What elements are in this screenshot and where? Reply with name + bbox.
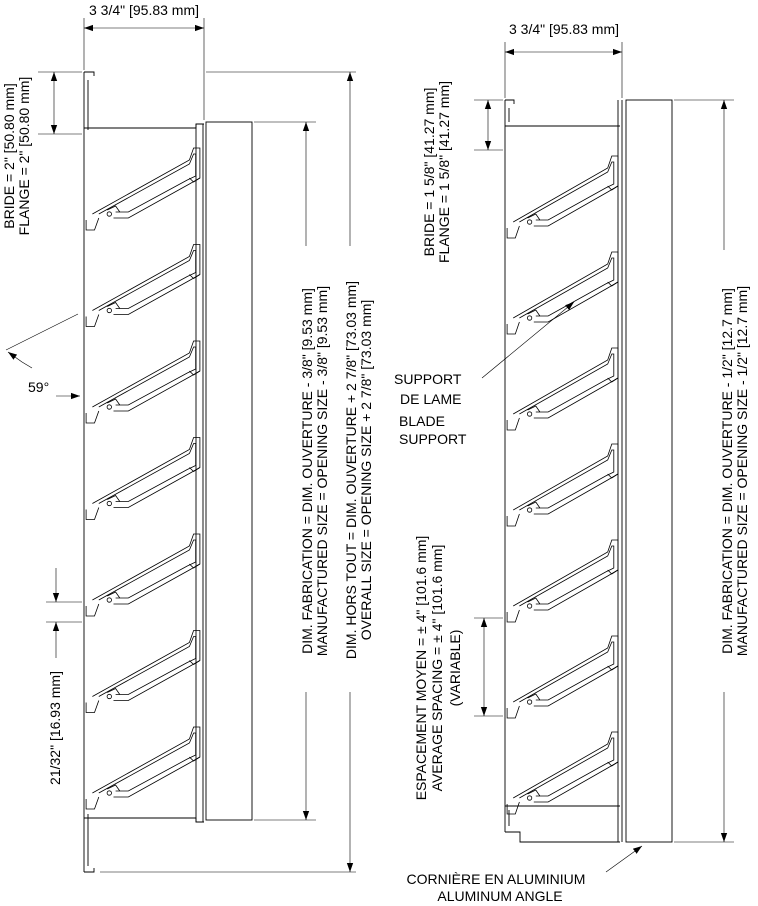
blade-stroke bbox=[92, 534, 199, 604]
blade-pivot bbox=[107, 598, 111, 602]
right-manufactured-en: MANUFACTURED SIZE = OPENING SIZE - 1/2" [12.7 mm] bbox=[734, 285, 750, 657]
blade-stroke bbox=[513, 252, 618, 322]
spacing-en: AVERAGE SPACING = ± 4" [101.6 mm] bbox=[429, 544, 445, 792]
blade-stroke bbox=[519, 738, 613, 798]
blade-pivot bbox=[107, 212, 111, 216]
left-frame bbox=[84, 72, 252, 872]
right-width-dimension bbox=[505, 21, 622, 98]
support-en-2: SUPPORT bbox=[399, 431, 467, 447]
blade-stroke bbox=[92, 245, 199, 315]
blade-stroke bbox=[513, 156, 618, 226]
spacing-fr: ESPACEMENT MOYEN = ± 4" [101.6 mm] bbox=[413, 535, 429, 801]
support-en-1: BLADE bbox=[399, 413, 445, 429]
left-angle-annotation bbox=[6, 314, 80, 396]
blade-stroke bbox=[513, 540, 618, 610]
left-manufactured-fr: DIM. FABRICATION = DIM. OUVERTURE - 3/8" [9.53 mm] bbox=[299, 288, 315, 654]
blade-stroke bbox=[92, 341, 199, 411]
blade-pivot bbox=[527, 700, 531, 704]
blade-stroke bbox=[99, 251, 196, 311]
blade-pivot bbox=[527, 604, 531, 608]
blade-pivot bbox=[107, 791, 111, 795]
left-blade-dimension bbox=[46, 568, 82, 785]
angle-en: ALUMINUM ANGLE bbox=[437, 888, 563, 904]
blade-profile bbox=[86, 438, 200, 520]
left-angle-label: 59° bbox=[28, 379, 50, 395]
left-flange-dimension bbox=[1, 72, 82, 235]
right-flange-en: FLANGE = 1 5/8" [41.27 mm] bbox=[436, 81, 452, 263]
blade-stroke bbox=[92, 727, 199, 797]
blade-stroke bbox=[513, 636, 618, 706]
left-overall-en: OVERALL SIZE = OPENING SIZE + 2 7/8" [73.03 mm] bbox=[358, 299, 374, 641]
blade-stroke bbox=[92, 438, 199, 508]
blade-stroke bbox=[92, 631, 199, 701]
blade-support-callout bbox=[394, 302, 574, 447]
blade-pivot bbox=[527, 220, 531, 224]
blade-profile bbox=[507, 156, 618, 238]
blade-stroke bbox=[99, 154, 196, 214]
left-width-label: 3 3/4" [95.83 mm] bbox=[88, 2, 200, 18]
blade-stroke bbox=[99, 733, 196, 793]
blade-profile bbox=[86, 727, 200, 809]
blade-profile bbox=[507, 540, 618, 622]
blade-stroke bbox=[519, 450, 613, 510]
left-flange-fr: BRIDE = 2" [50.80 mm] bbox=[1, 83, 17, 229]
support-fr-2: DE LAME bbox=[400, 391, 462, 407]
left-flange-en: FLANGE = 2" [50.80 mm] bbox=[16, 76, 32, 236]
right-manufactured-fr: DIM. FABRICATION = DIM. OUVERTURE - 1/2" [12.7 mm] bbox=[719, 288, 735, 654]
blade-pivot bbox=[107, 405, 111, 409]
blade-pivot bbox=[107, 501, 111, 505]
blade-pivot bbox=[527, 316, 531, 320]
aluminum-angle-callout bbox=[407, 846, 642, 904]
angle-fr: CORNIÈRE EN ALUMINIUM bbox=[406, 871, 586, 887]
right-spacing-dimension bbox=[413, 536, 503, 801]
blade-stroke bbox=[99, 637, 196, 697]
left-manufactured-dimension bbox=[254, 122, 330, 820]
blade-profile bbox=[86, 341, 200, 423]
blade-profile bbox=[507, 252, 618, 334]
right-flange-fr: BRIDE = 1 5/8" [41.27 mm] bbox=[421, 87, 437, 257]
right-width-label: 3 3/4" [95.83 mm] bbox=[508, 21, 620, 37]
blade-pivot bbox=[107, 308, 111, 312]
blade-stroke bbox=[519, 546, 613, 606]
left-width-dimension bbox=[84, 2, 204, 120]
blade-profile bbox=[507, 732, 618, 814]
blade-pivot bbox=[527, 412, 531, 416]
blade-stroke bbox=[99, 540, 196, 600]
left-blades bbox=[86, 148, 200, 809]
blade-stroke bbox=[513, 348, 618, 418]
blade-stroke bbox=[513, 444, 618, 514]
left-manufactured-en: MANUFACTURED SIZE = OPENING SIZE - 3/8" [9.53 mm] bbox=[314, 285, 330, 657]
blade-pivot bbox=[527, 796, 531, 800]
left-louver-section bbox=[1, 2, 374, 872]
blade-stroke bbox=[519, 258, 613, 318]
blade-pivot bbox=[107, 694, 111, 698]
blade-profile bbox=[86, 148, 200, 230]
right-flange-dimension bbox=[421, 81, 503, 263]
right-louver-section bbox=[394, 21, 750, 904]
support-fr-1: SUPPORT bbox=[394, 371, 462, 387]
left-overall-dimension bbox=[100, 72, 374, 872]
blade-stroke bbox=[519, 642, 613, 702]
blade-profile bbox=[86, 245, 200, 327]
blade-stroke bbox=[99, 347, 196, 407]
left-overall-fr: DIM. HORS TOUT = DIM. OUVERTURE + 2 7/8" [73.03 mm] bbox=[343, 280, 359, 660]
blade-stroke bbox=[99, 444, 196, 504]
right-blades bbox=[507, 156, 618, 814]
blade-profile bbox=[507, 348, 618, 430]
blade-profile bbox=[86, 534, 200, 616]
left-blade-dim-label: 21/32" [16.93 mm] bbox=[47, 671, 63, 785]
blade-profile bbox=[507, 444, 618, 526]
blade-stroke bbox=[513, 732, 618, 802]
blade-profile bbox=[86, 631, 200, 713]
blade-profile bbox=[507, 636, 618, 718]
right-manufactured-dimension bbox=[674, 100, 750, 842]
blade-stroke bbox=[92, 148, 199, 218]
spacing-note: (VARIABLE) bbox=[447, 629, 463, 707]
blade-stroke bbox=[519, 354, 613, 414]
blade-pivot bbox=[527, 508, 531, 512]
blade-stroke bbox=[519, 162, 613, 222]
